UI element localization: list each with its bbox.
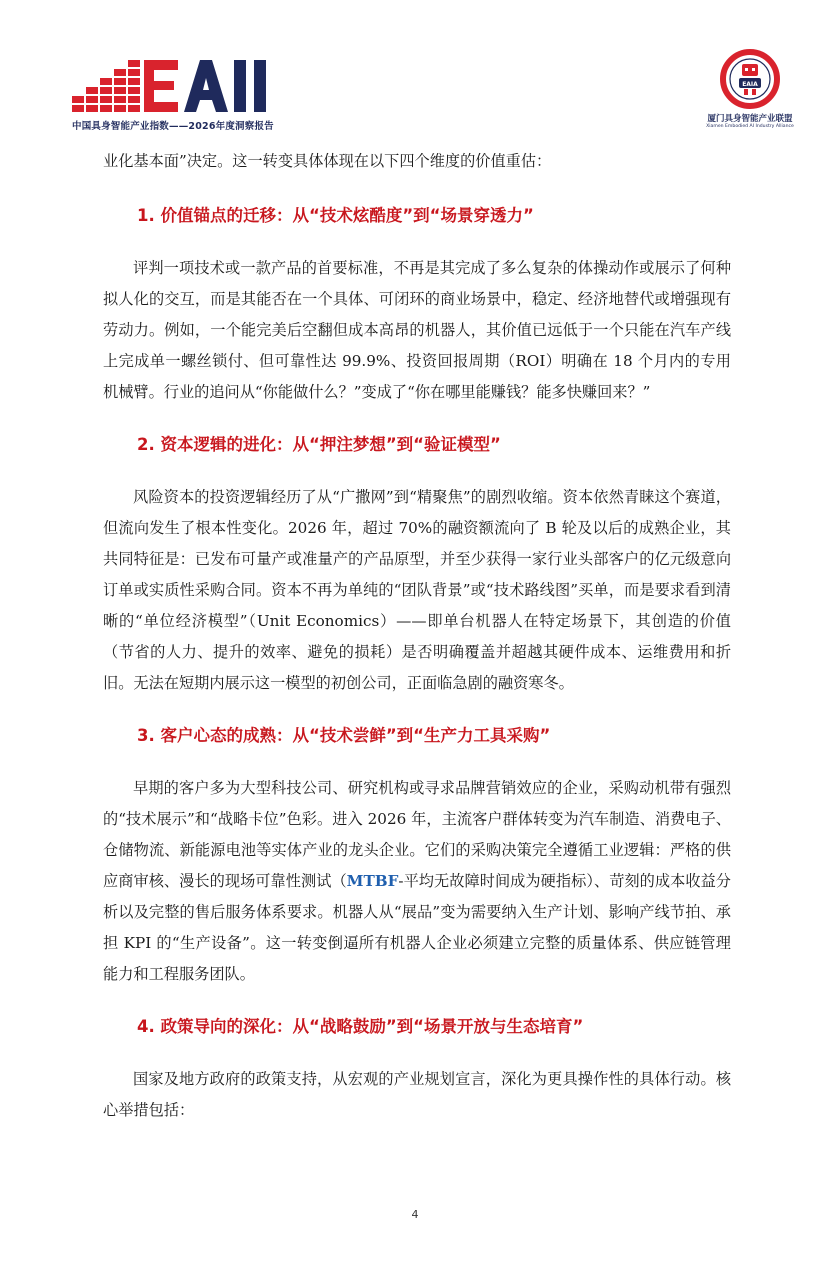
section-4-heading: 4. 政策导向的深化：从“战略鼓励”到“场景开放与生态培育” [137, 1017, 584, 1036]
eaia-logo [700, 48, 800, 134]
page-header [0, 0, 830, 140]
eaia-logo-letters: EAIA [742, 81, 758, 88]
section-4-paragraph: 国家及地方政府的政策支持，从宏观的产业规划宣言，深化为更具操作性的具体行动。核心举措包括： [103, 1070, 731, 1119]
intro-paragraph: 业化基本面”决定。这一转变具体体现在以下四个维度的价值重估： [103, 152, 552, 170]
section-3-paragraph [103, 773, 731, 990]
section-1-heading: 1. 价值锚点的迁移：从“技术炫酷度”到“场景穿透力” [137, 206, 534, 225]
alliance-name-en: Xiamen Embodied AI Industry Alliance [706, 124, 794, 129]
logo-caption: 中国具身智能产业指数——2026年度洞察报告 [72, 121, 274, 132]
section-3-text-before: 早期的客户多为大型科技公司、研究机构或寻求品牌营销效应的企业，采购动机带有强烈的“技术展示”和“战略卡位”色彩。进入 2026 年，主流客户群体转变为汽车制造、消费电子、仓储物流、新能源电池等实体产业的龙头企业。它们的采购决策完全遵循工业逻辑：严格的供应商审核、漫长的现场可靠性测试（ [103, 779, 731, 890]
document-body [103, 146, 731, 1126]
eaia-emblem-icon [700, 48, 800, 110]
alliance-name-cn: 厦门具身智能产业联盟 [707, 114, 793, 124]
eaii-logo [72, 56, 282, 136]
page-number: 4 [411, 1208, 419, 1221]
section-2-paragraph: 风险资本的投资逻辑经历了从“广撒网”到“精聚焦”的剧烈收缩。资本依然青睐这个赛道，但流向发生了根本性变化。2026 年，超过 70%的融资额流向了 B 轮及以后的成熟企业，其共同特征是：已发布可量产或准量产的产品原型，并至少获得一家行业头部客户的亿元级意向订单或实质性采购合同。资本不再为单纯的“团队背景”或“技术路线图”买单，而是要求看到清晰的“单位经济模型”（Unit Economics）——即单台机器人在特定场景下，其创造的价值（节省的人力、提升的效率、避免的损耗）是否明确覆盖并超越其硬件成本、运维费用和折旧。无法在短期内展示这一模型的初创公司，正面临急剧的融资寒冬。 [103, 488, 731, 692]
eaii-logo-graphic [72, 56, 282, 114]
section-3-heading: 3. 客户心态的成熟：从“技术尝鲜”到“生产力工具采购” [137, 726, 551, 745]
section-1-paragraph: 评判一项技术或一款产品的首要标准，不再是其完成了多么复杂的体操动作或展示了何种拟人化的交互，而是其能否在一个具体、可闭环的商业场景中，稳定、经济地替代或增强现有劳动力。例如，一个能完美后空翻但成本高昂的机器人，其价值已远低于一个只能在汽车产线上完成单一螺丝锁付、但可靠性达 99.9%、投资回报周期（ROI）明确在 18 个月内的专用机械臂。行业的追问从“你能做什么？”变成了“你在哪里能赚钱？能多快赚回来？” [103, 259, 731, 401]
mtbf-highlight: MTBF [346, 872, 399, 890]
section-2-heading: 2. 资本逻辑的进化：从“押注梦想”到“验证模型” [137, 435, 501, 454]
section-3-text-after: -平均无故障时间成为硬指标）、苛刻的成本收益分析以及完整的售后服务体系要求。机器人从“展品”变为需要纳入生产计划、影响产线节拍、承担 KPI 的“生产设备”。这一转变倒逼所有机器人企业必须建立完整的质量体系、供应链管理能力和工程服务团队。 [103, 872, 731, 983]
